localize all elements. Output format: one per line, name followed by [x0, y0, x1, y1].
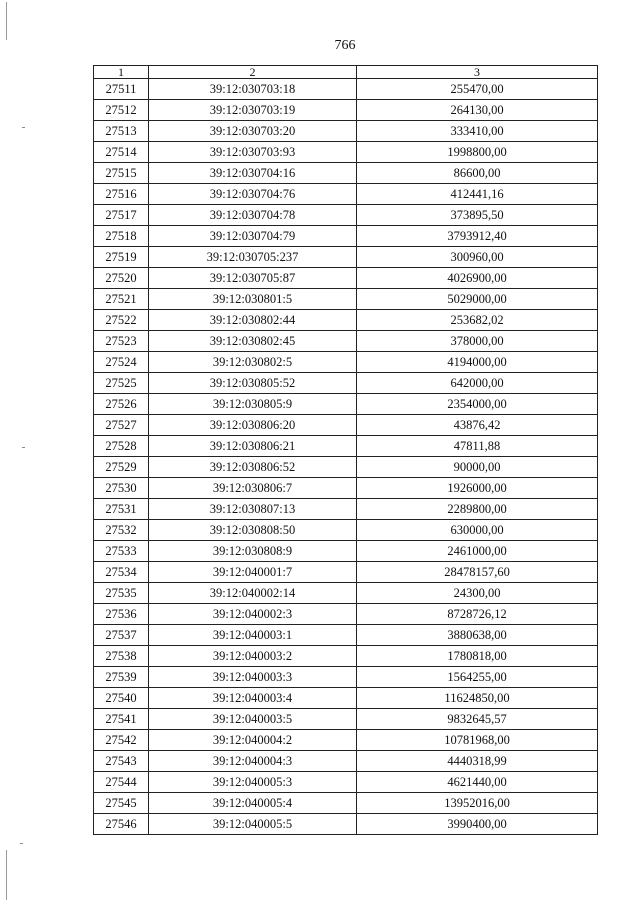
value-cell: 9832645,57: [357, 709, 598, 730]
cadastral-number-cell: 39:12:040003:3: [149, 667, 357, 688]
cadastral-value-table: [93, 65, 598, 835]
value-cell: 373895,50: [357, 205, 598, 226]
table-row: [94, 79, 598, 100]
value-cell: 2461000,00: [357, 541, 598, 562]
table-row: [94, 247, 598, 268]
value-cell: 264130,00: [357, 100, 598, 121]
row-number-cell: 27522: [94, 310, 149, 331]
table-row: [94, 583, 598, 604]
cadastral-number-cell: 39:12:040005:3: [149, 772, 357, 793]
row-number-cell: 27516: [94, 184, 149, 205]
row-number-cell: 27527: [94, 415, 149, 436]
cadastral-number-cell: 39:12:030802:44: [149, 310, 357, 331]
value-cell: 630000,00: [357, 520, 598, 541]
column-header-value: 3: [357, 66, 598, 79]
value-cell: 2354000,00: [357, 394, 598, 415]
value-cell: 3880638,00: [357, 625, 598, 646]
page-number: 766: [334, 38, 356, 53]
table-row: [94, 352, 598, 373]
cadastral-number-cell: 39:12:030808:50: [149, 520, 357, 541]
row-number-cell: 27513: [94, 121, 149, 142]
table-row: [94, 709, 598, 730]
table-row: [94, 562, 598, 583]
cadastral-number-cell: 39:12:040003:1: [149, 625, 357, 646]
row-number-cell: 27525: [94, 373, 149, 394]
table-row: [94, 625, 598, 646]
value-cell: 11624850,00: [357, 688, 598, 709]
table-row: [94, 373, 598, 394]
value-cell: 378000,00: [357, 331, 598, 352]
cadastral-number-cell: 39:12:030704:16: [149, 163, 357, 184]
table-row: [94, 814, 598, 835]
table-row: [94, 289, 598, 310]
table-row: [94, 688, 598, 709]
row-number-cell: 27517: [94, 205, 149, 226]
value-cell: 13952016,00: [357, 793, 598, 814]
row-number-cell: 27539: [94, 667, 149, 688]
value-cell: 1926000,00: [357, 478, 598, 499]
table-row: [94, 457, 598, 478]
row-number-cell: 27524: [94, 352, 149, 373]
column-header-number: 1: [94, 66, 149, 79]
cadastral-number-cell: 39:12:030703:93: [149, 142, 357, 163]
value-cell: 4621440,00: [357, 772, 598, 793]
cadastral-number-cell: 39:12:030806:20: [149, 415, 357, 436]
cadastral-number-cell: 39:12:030703:20: [149, 121, 357, 142]
row-number-cell: 27530: [94, 478, 149, 499]
cadastral-number-cell: 39:12:030703:19: [149, 100, 357, 121]
row-number-cell: 27544: [94, 772, 149, 793]
table-header-row: [94, 66, 598, 79]
value-cell: 10781968,00: [357, 730, 598, 751]
row-number-cell: 27546: [94, 814, 149, 835]
row-number-cell: 27518: [94, 226, 149, 247]
value-cell: 2289800,00: [357, 499, 598, 520]
value-cell: 1564255,00: [357, 667, 598, 688]
table-row: [94, 268, 598, 289]
value-cell: 4440318,99: [357, 751, 598, 772]
row-number-cell: 27523: [94, 331, 149, 352]
value-cell: 1998800,00: [357, 142, 598, 163]
value-cell: 300960,00: [357, 247, 598, 268]
row-number-cell: 27541: [94, 709, 149, 730]
cadastral-number-cell: 39:12:030705:87: [149, 268, 357, 289]
value-cell: 4194000,00: [357, 352, 598, 373]
scan-dot-mark: [20, 843, 23, 844]
scan-margin-mark: [6, 850, 7, 900]
cadastral-number-cell: 39:12:040003:2: [149, 646, 357, 667]
value-cell: 8728726,12: [357, 604, 598, 625]
value-cell: 86600,00: [357, 163, 598, 184]
value-cell: 253682,02: [357, 310, 598, 331]
cadastral-number-cell: 39:12:040002:14: [149, 583, 357, 604]
row-number-cell: 27519: [94, 247, 149, 268]
row-number-cell: 27520: [94, 268, 149, 289]
cadastral-number-cell: 39:12:030704:79: [149, 226, 357, 247]
row-number-cell: 27531: [94, 499, 149, 520]
table-row: [94, 394, 598, 415]
value-cell: 4026900,00: [357, 268, 598, 289]
value-cell: 28478157,60: [357, 562, 598, 583]
table-row: [94, 226, 598, 247]
value-cell: 3990400,00: [357, 814, 598, 835]
table-row: [94, 142, 598, 163]
cadastral-number-cell: 39:12:040003:4: [149, 688, 357, 709]
row-number-cell: 27529: [94, 457, 149, 478]
cadastral-number-cell: 39:12:030704:76: [149, 184, 357, 205]
scan-margin-mark: [6, 2, 7, 40]
cadastral-number-cell: 39:12:040004:2: [149, 730, 357, 751]
value-cell: 3793912,40: [357, 226, 598, 247]
cadastral-number-cell: 39:12:040004:3: [149, 751, 357, 772]
row-number-cell: 27515: [94, 163, 149, 184]
cadastral-number-cell: 39:12:030704:78: [149, 205, 357, 226]
row-number-cell: 27534: [94, 562, 149, 583]
cadastral-number-cell: 39:12:030802:45: [149, 331, 357, 352]
cadastral-number-cell: 39:12:040002:3: [149, 604, 357, 625]
row-number-cell: 27535: [94, 583, 149, 604]
table-row: [94, 499, 598, 520]
row-number-cell: 27543: [94, 751, 149, 772]
row-number-cell: 27511: [94, 79, 149, 100]
value-cell: 43876,42: [357, 415, 598, 436]
table-row: [94, 646, 598, 667]
row-number-cell: 27512: [94, 100, 149, 121]
value-cell: 333410,00: [357, 121, 598, 142]
value-cell: 412441,16: [357, 184, 598, 205]
cadastral-number-cell: 39:12:030805:9: [149, 394, 357, 415]
table-row: [94, 415, 598, 436]
row-number-cell: 27545: [94, 793, 149, 814]
cadastral-number-cell: 39:12:030808:9: [149, 541, 357, 562]
cadastral-number-cell: 39:12:040005:5: [149, 814, 357, 835]
table-row: [94, 730, 598, 751]
cadastral-number-cell: 39:12:030806:52: [149, 457, 357, 478]
value-cell: 47811,88: [357, 436, 598, 457]
value-cell: 90000,00: [357, 457, 598, 478]
row-number-cell: 27536: [94, 604, 149, 625]
cadastral-number-cell: 39:12:030705:237: [149, 247, 357, 268]
value-cell: 1780818,00: [357, 646, 598, 667]
table-row: [94, 772, 598, 793]
table-row: [94, 331, 598, 352]
value-cell: 255470,00: [357, 79, 598, 100]
row-number-cell: 27540: [94, 688, 149, 709]
table-row: [94, 184, 598, 205]
table-row: [94, 520, 598, 541]
row-number-cell: 27528: [94, 436, 149, 457]
column-header-cadastral-number: 2: [149, 66, 357, 79]
table-row: [94, 205, 598, 226]
table-row: [94, 121, 598, 142]
table-row: [94, 478, 598, 499]
scan-dot-mark: [22, 447, 25, 448]
cadastral-number-cell: 39:12:030806:21: [149, 436, 357, 457]
table-row: [94, 793, 598, 814]
cadastral-number-cell: 39:12:030802:5: [149, 352, 357, 373]
cadastral-number-cell: 39:12:030801:5: [149, 289, 357, 310]
table-row: [94, 604, 598, 625]
cadastral-number-cell: 39:12:040001:7: [149, 562, 357, 583]
value-cell: 642000,00: [357, 373, 598, 394]
table-row: [94, 310, 598, 331]
table-row: [94, 751, 598, 772]
row-number-cell: 27538: [94, 646, 149, 667]
cadastral-number-cell: 39:12:030806:7: [149, 478, 357, 499]
cadastral-number-cell: 39:12:030805:52: [149, 373, 357, 394]
cadastral-number-cell: 39:12:040005:4: [149, 793, 357, 814]
cadastral-number-cell: 39:12:040003:5: [149, 709, 357, 730]
row-number-cell: 27542: [94, 730, 149, 751]
table-row: [94, 436, 598, 457]
value-cell: 24300,00: [357, 583, 598, 604]
row-number-cell: 27514: [94, 142, 149, 163]
row-number-cell: 27533: [94, 541, 149, 562]
value-cell: 5029000,00: [357, 289, 598, 310]
table-row: [94, 100, 598, 121]
table-row: [94, 163, 598, 184]
row-number-cell: 27532: [94, 520, 149, 541]
cadastral-number-cell: 39:12:030703:18: [149, 79, 357, 100]
table-row: [94, 541, 598, 562]
row-number-cell: 27537: [94, 625, 149, 646]
scan-dot-mark: [22, 127, 25, 128]
cadastral-number-cell: 39:12:030807:13: [149, 499, 357, 520]
row-number-cell: 27521: [94, 289, 149, 310]
row-number-cell: 27526: [94, 394, 149, 415]
table-row: [94, 667, 598, 688]
